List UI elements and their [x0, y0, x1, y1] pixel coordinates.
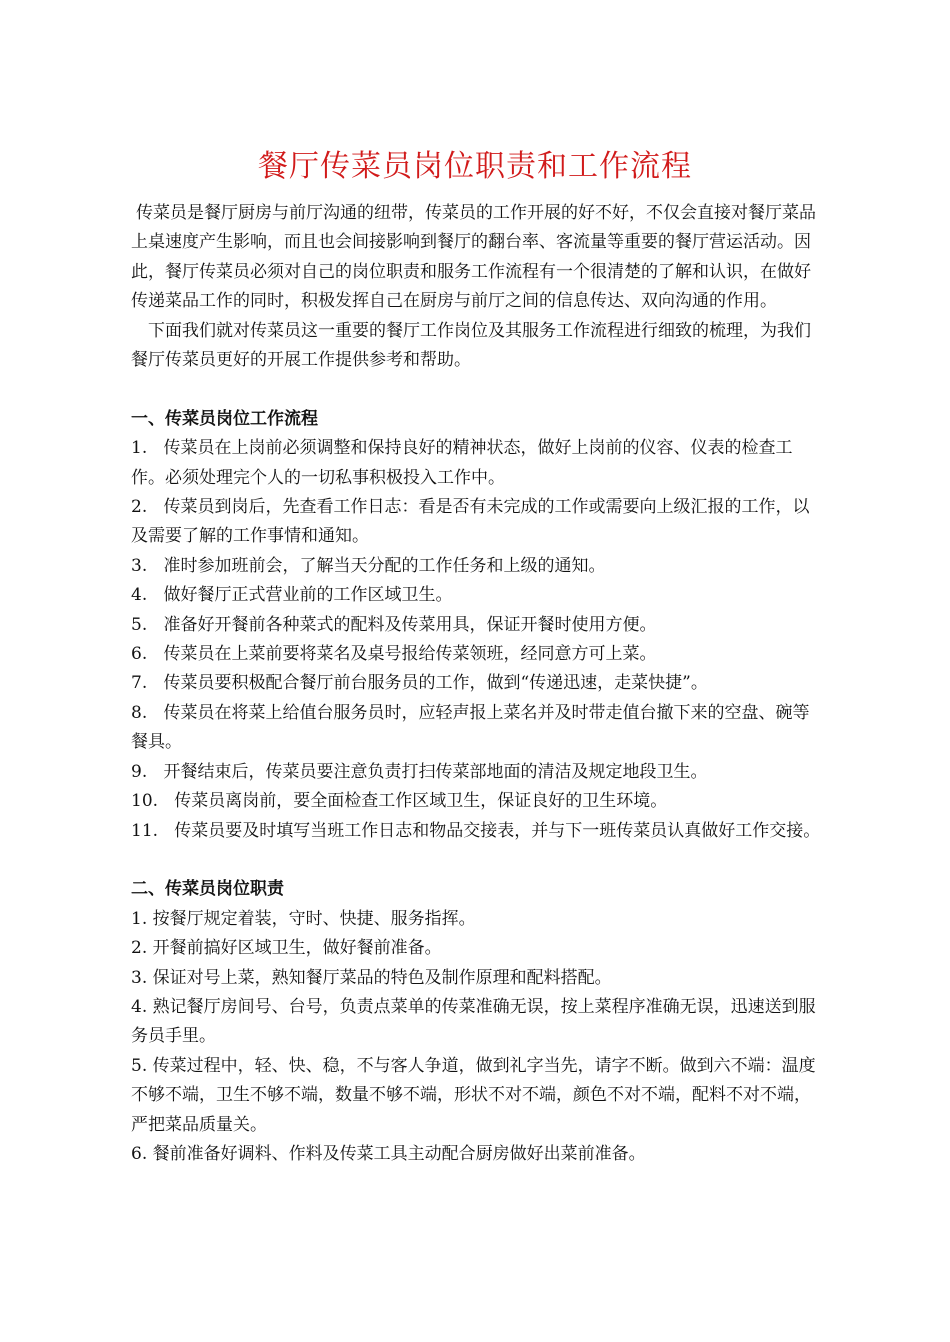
- item-number: 11.: [131, 820, 159, 841]
- list-item: [131, 611, 825, 640]
- item-text: 餐前准备好调料、作料及传菜工具主动配合厨房做好出菜前准备。: [152, 1143, 646, 1164]
- list-item: [131, 1140, 825, 1169]
- list-item: [131, 669, 825, 698]
- item-text: 开餐前搞好区域卫生，做好餐前准备。: [152, 938, 442, 959]
- item-number: 1.: [131, 908, 148, 929]
- item-number: 3.: [131, 555, 148, 576]
- item-text: 传菜员要积极配合餐厅前台服务员的工作，做到“传递迅速，走菜快捷”。: [163, 673, 708, 694]
- list-item: [131, 1052, 825, 1140]
- section-heading-workflow: 一、传菜员岗位工作流程: [131, 408, 318, 429]
- list-item: [131, 993, 825, 1052]
- document-body: [131, 199, 825, 1169]
- item-number: 8.: [131, 702, 148, 723]
- item-text: 按餐厅规定着装，守时、快捷、服务指挥。: [152, 908, 476, 929]
- item-number: 5.: [131, 614, 148, 635]
- document-title: 餐厅传菜员岗位职责和工作流程: [258, 149, 692, 184]
- item-number: 2.: [131, 497, 148, 518]
- item-text: 保证对号上菜，熟知餐厅菜品的特色及制作原理和配料搭配。: [152, 967, 612, 988]
- list-item: [131, 934, 825, 963]
- intro-paragraph-2: 下面我们就对传菜员这一重要的餐厅工作岗位及其服务工作流程进行细致的梳理，为我们餐厅传菜员更好的开展工作提供参考和帮助。: [131, 320, 811, 371]
- item-number: 10.: [131, 791, 159, 812]
- item-text: 开餐结束后，传菜员要注意负责打扫传菜部地面的清洁及规定地段卫生。: [163, 761, 708, 782]
- item-text: 传菜员在上菜前要将菜名及桌号报给传菜领班，经同意方可上菜。: [163, 644, 657, 665]
- section-heading-duties: 二、传菜员岗位职责: [131, 879, 284, 900]
- duties-list: [131, 905, 825, 1170]
- section-spacer: [131, 375, 825, 404]
- item-number: 3.: [131, 967, 148, 988]
- item-number: 4.: [131, 585, 148, 606]
- list-item: [131, 964, 825, 993]
- item-text: 准备好开餐前各种菜式的配料及传菜用具，保证开餐时使用方便。: [163, 614, 657, 635]
- list-item: [131, 581, 825, 610]
- list-item: [131, 905, 825, 934]
- item-number: 7.: [131, 673, 148, 694]
- item-text: 准时参加班前会，了解当天分配的工作任务和上级的通知。: [163, 555, 606, 576]
- list-item: [131, 493, 825, 552]
- list-item: [131, 758, 825, 787]
- item-text: 传菜员在将菜上给值台服务员时，应轻声报上菜名并及时带走值台撤下来的空盘、碗等餐具。: [131, 702, 810, 753]
- list-item: [131, 640, 825, 669]
- item-number: 2.: [131, 938, 148, 959]
- item-text: 传菜员在上岗前必须调整和保持良好的精神状态，做好上岗前的仪容、仪表的检查工作。必须处理完个人的一切私事积极投入工作中。: [131, 438, 793, 488]
- item-number: 4.: [131, 996, 148, 1017]
- item-text: 熟记餐厅房间号、台号，负责点菜单的传菜准确无误，按上菜程序准确无误，迅速送到服务员手里。: [131, 996, 816, 1047]
- list-item: [131, 817, 825, 846]
- item-number: 6.: [131, 644, 148, 665]
- item-text: 传菜员要及时填写当班工作日志和物品交接表，并与下一班传菜员认真做好工作交接。: [174, 820, 821, 841]
- section-spacer: [131, 846, 825, 875]
- item-text: 传菜过程中，轻、快、稳，不与客人争道，做到礼字当先，请字不断。做到六不端：温度不够不端，卫生不够不端，数量不够不端，形状不对不端，颜色不对不端，配料不对不端，严把菜品质量关。: [131, 1055, 816, 1135]
- list-item: [131, 787, 825, 816]
- list-item: [131, 552, 825, 581]
- item-text: 做好餐厅正式营业前的工作区域卫生。: [163, 585, 453, 606]
- intro-paragraph-1: 传菜员是餐厅厨房与前厅沟通的纽带，传菜员的工作开展的好不好，不仅会直接对餐厅菜品上桌速度产生影响，而且也会间接影响到餐厅的翻台率、客流量等重要的餐厅营运活动。因此，餐厅传菜员必须对自己的岗位职责和服务工作流程有一个很清楚的了解和认识，在做好传递菜品工作的同时，积极发挥自己在厨房与前厅之间的信息传达、双向沟通的作用。: [131, 203, 816, 312]
- item-number: 6.: [131, 1143, 148, 1164]
- item-number: 5.: [131, 1055, 148, 1076]
- item-text: 传菜员离岗前，要全面检查工作区域卫生，保证良好的卫生环境。: [174, 791, 668, 812]
- workflow-list: [131, 434, 825, 846]
- item-text: 传菜员到岗后，先查看工作日志：看是否有未完成的工作或需要向上级汇报的工作，以及需要了解的工作事情和通知。: [131, 497, 810, 547]
- item-number: 1.: [131, 438, 148, 459]
- item-number: 9.: [131, 761, 148, 782]
- list-item: [131, 699, 825, 758]
- list-item: [131, 434, 825, 493]
